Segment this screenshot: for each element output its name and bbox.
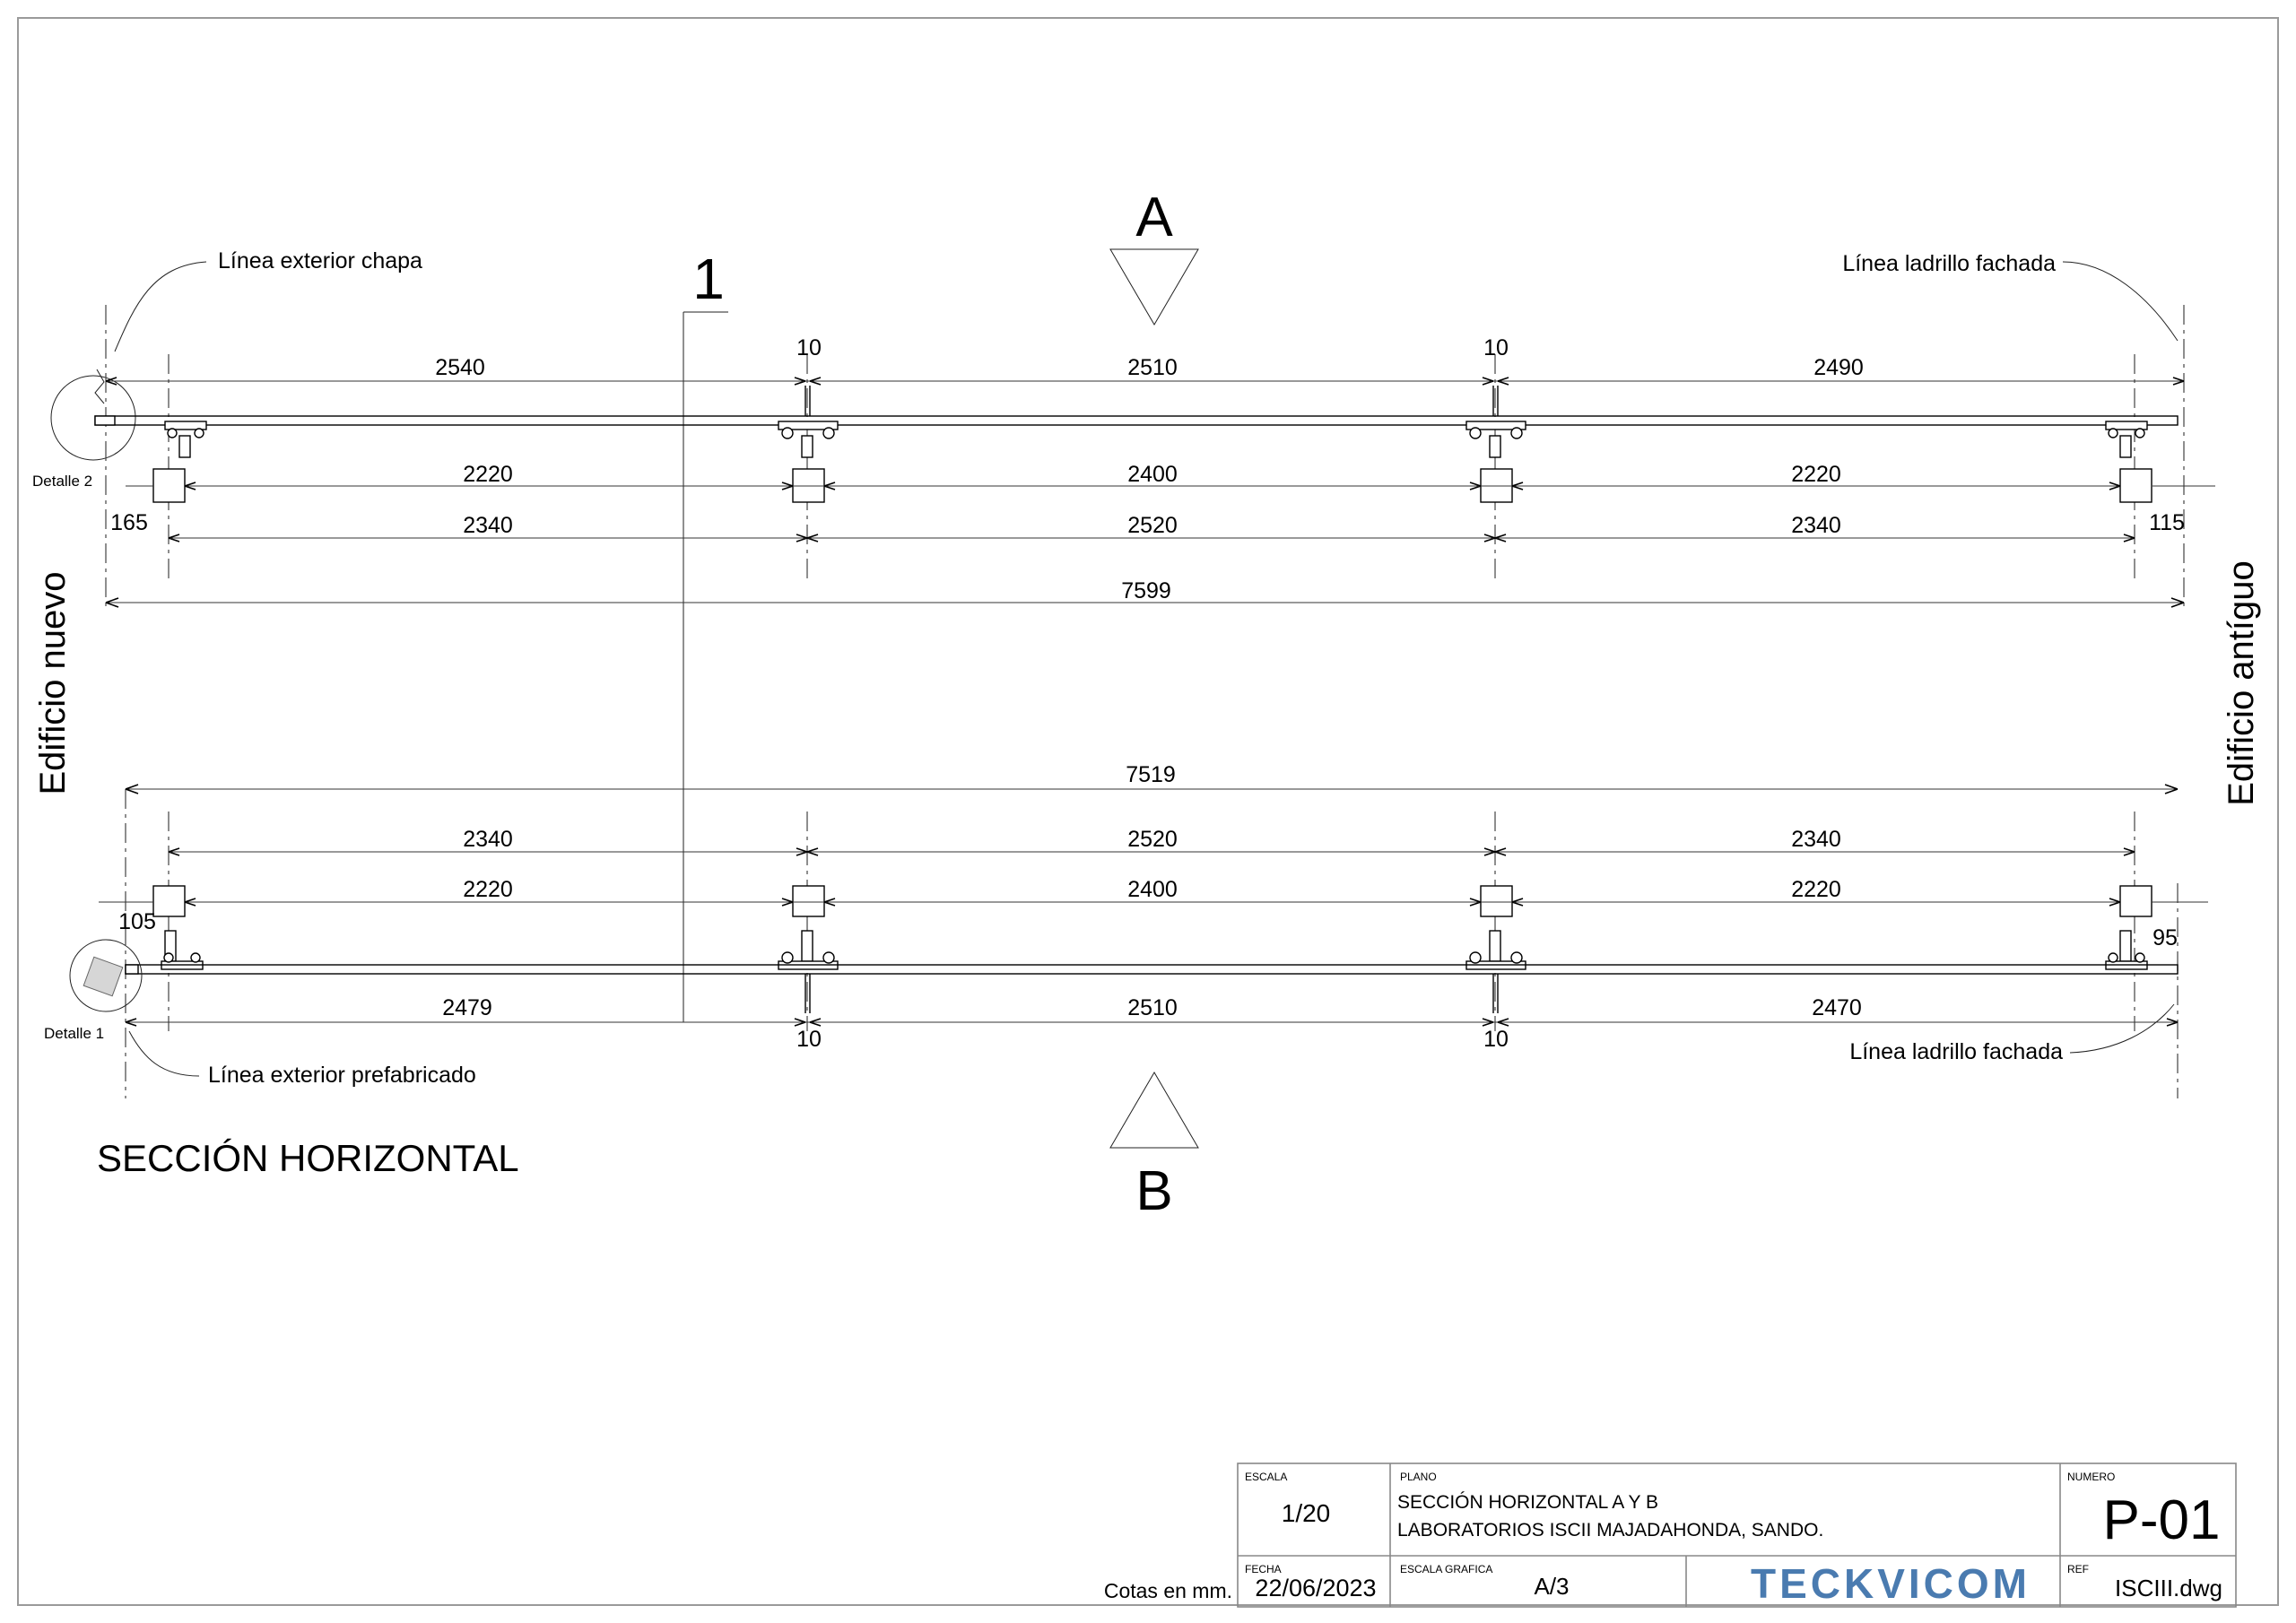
label-linea-ladrillo-fachada-top: Línea ladrillo fachada <box>1842 251 2056 276</box>
post-b-4 <box>2120 886 2152 916</box>
dim-b-row2-1: 2220 <box>463 877 513 902</box>
dim-a-row2-3: 2220 <box>1791 462 1841 487</box>
profile-bar-a <box>95 416 2178 425</box>
dim-a-row3-1: 2340 <box>463 513 513 538</box>
dim-a-row3-2: 2520 <box>1127 513 1178 538</box>
tb-escala-grafica-label: ESCALA GRAFICA <box>1400 1563 1493 1575</box>
bracket-a-4 <box>2106 421 2152 502</box>
dim-b-row3-3: 2470 <box>1812 995 1862 1020</box>
tb-plano-line2: LABORATORIOS ISCII MAJADAHONDA, SANDO. <box>1397 1520 1824 1541</box>
tb-escala-label: ESCALA <box>1245 1471 1288 1483</box>
dim-a-overall: 7599 <box>1121 578 1171 603</box>
dim-a-row1-3: 2490 <box>1813 355 1864 380</box>
dim-a-row1-2: 2510 <box>1127 355 1178 380</box>
dim-b-overall: 7519 <box>1126 762 1176 787</box>
dim-a-end-left: 165 <box>110 510 148 535</box>
tb-fecha-label: FECHA <box>1245 1563 1282 1575</box>
tb-numero-label: NUMERO <box>2067 1471 2116 1483</box>
label-linea-exterior-chapa: Línea exterior chapa <box>218 248 422 273</box>
profile-bar-b <box>126 965 2178 974</box>
dim-b-row2-3: 2220 <box>1791 877 1841 902</box>
dim-a-row2-1: 2220 <box>463 462 513 487</box>
tb-numero-value: P-01 <box>2102 1489 2221 1551</box>
label-linea-exterior-prefabricado: Línea exterior prefabricado <box>208 1063 476 1088</box>
post-b-2 <box>793 886 824 916</box>
label-linea-ladrillo-fachada-bottom: Línea ladrillo fachada <box>1849 1039 2063 1064</box>
tb-plano-label: PLANO <box>1400 1471 1437 1483</box>
section-mark-a: A <box>1135 187 1173 248</box>
dim-b-gap-1: 10 <box>796 1027 822 1052</box>
tb-escala-value: 1/20 <box>1281 1499 1331 1527</box>
tb-plano-line1: SECCIÓN HORIZONTAL A Y B <box>1397 1492 1658 1513</box>
label-edificio-antiguo: Edificio antíguo <box>2222 560 2261 806</box>
dim-b-row1-2: 2520 <box>1127 827 1178 852</box>
dim-a-row2-2: 2400 <box>1127 462 1178 487</box>
detail-1-label: Detalle 1 <box>44 1025 105 1042</box>
title-block <box>1238 1463 2236 1607</box>
label-cotas: Cotas en mm. <box>1103 1579 1232 1602</box>
dim-b-row1-1: 2340 <box>463 827 513 852</box>
section-triangle-a <box>1110 249 1198 325</box>
dim-a-gap-2: 10 <box>1483 335 1509 360</box>
leader-linea-ladrillo-fachada-bottom <box>2070 1004 2174 1053</box>
dim-a-row1-1: 2540 <box>435 355 485 380</box>
section-triangle-b <box>1110 1072 1198 1148</box>
section-a <box>32 187 2215 1022</box>
dim-b-row3-1: 2479 <box>442 995 492 1020</box>
dim-b-row1-3: 2340 <box>1791 827 1841 852</box>
leader-linea-ladrillo-fachada-top <box>2063 262 2178 341</box>
drawing-title: SECCIÓN HORIZONTAL <box>97 1137 519 1179</box>
bracket-a-1 <box>153 421 206 502</box>
label-edificio-nuevo: Edificio nuevo <box>33 571 73 795</box>
bracket-a-3 <box>1466 421 1526 502</box>
detail-2-circle <box>51 376 135 460</box>
axis-label-1: 1 <box>692 247 725 311</box>
leader-linea-exterior-prefabricado <box>129 1031 199 1076</box>
post-b-1 <box>153 886 185 916</box>
tb-fecha-value: 22/06/2023 <box>1255 1575 1377 1601</box>
tb-ref-value: ISCIII.dwg <box>2115 1575 2222 1601</box>
dim-a-row3-3: 2340 <box>1791 513 1841 538</box>
dim-b-end-right: 95 <box>2152 925 2178 950</box>
dim-b-end-left: 105 <box>118 909 156 934</box>
dim-b-row2-2: 2400 <box>1127 877 1178 902</box>
tb-logo: TECKVICOM <box>1751 1560 2031 1607</box>
post-b-3 <box>1481 886 1512 916</box>
dim-b-row3-2: 2510 <box>1127 995 1178 1020</box>
detail-2-label: Detalle 2 <box>32 473 93 490</box>
dim-a-end-right: 115 <box>2149 510 2185 535</box>
leader-linea-exterior-chapa <box>115 262 206 352</box>
section-mark-b: B <box>1135 1160 1173 1222</box>
dim-b-gap-2: 10 <box>1483 1027 1509 1052</box>
tb-ref-label: REF <box>2067 1563 2089 1575</box>
tb-escala-grafica-value: A/3 <box>1534 1573 1570 1600</box>
bracket-a-2 <box>778 421 838 502</box>
dim-a-gap-1: 10 <box>796 335 822 360</box>
